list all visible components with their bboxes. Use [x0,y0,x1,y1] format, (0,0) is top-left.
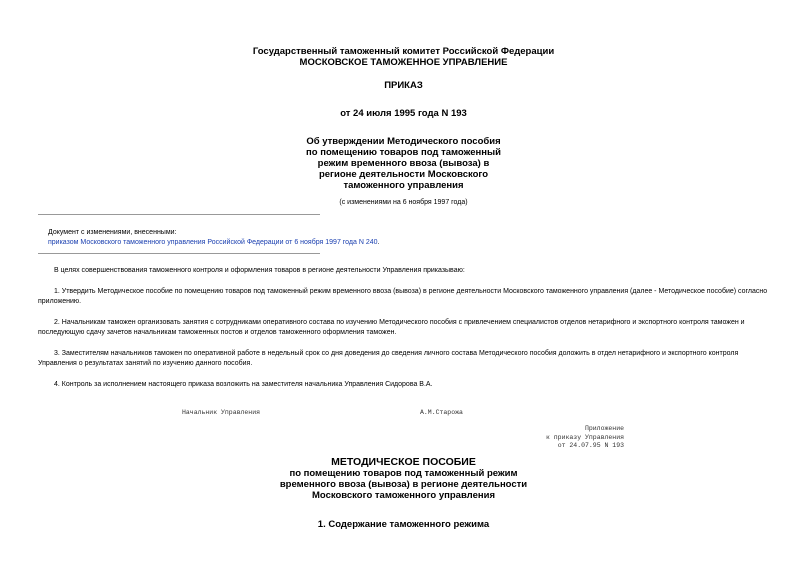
paragraph-1: 1. Утвердить Методическое пособие по помещению товаров под таможенный режим временного ввоза (вывоза) в регионе деятельности Московского таможенного управления (далее - Методическое пособие) согласно приложению. [38,288,768,305]
signature-position: Начальник Управления [182,409,261,416]
section-heading: 1. Содержание таможенного режима [317,519,490,530]
divider-bottom [38,253,320,254]
order-date-number: от 24 июля 1995 года N 193 [340,108,467,119]
committee-name: Государственный таможенный комитет Российской Федерации [252,46,555,57]
document-type: ПРИКАЗ [384,80,423,91]
appendix-line: от 24.07.95 N 193 [557,442,624,449]
signature-name: А.М.Старожа [420,409,463,416]
manual-title-line: Московского таможенного управления [311,490,495,501]
amendment-note: (с изменениями на 6 ноября 1997 года) [339,199,468,206]
paragraph-2: 2. Начальникам таможен организовать занятия с сотрудниками оперативного состава по изучению Методического пособия с привлечением специалистов отделов нетарифного и экспортного контроля таможен и последующую сдачу зачетов начальникам таможенных постов и отделов таможенного оформления таможен. [38,319,745,336]
amendment-link[interactable]: приказом Московского таможенного управления Российской Федерации от 6 ноября 1997 года N 240 [48,239,378,246]
amendments-entry [48,237,379,248]
amendments-label: Документ с изменениями, внесенными: [48,229,177,236]
order-title-line: таможенного управления [343,180,464,191]
paragraph-3: 3. Заместителям начальников таможен по оперативной работе в недельный срок со дня доведения до сведения личного состава Методического пособия доложить в отдел нетарифного и экспортного контроля Управления о результатах занятий по изучению данного пособия. [38,350,739,367]
appendix-line: к приказу Управления [545,433,624,441]
manual-heading: МЕТОДИЧЕСКОЕ ПОСОБИЕ [331,456,476,468]
order-title-line: режим временного ввоза (вывоза) в [317,158,490,169]
paragraph-preamble: В целях совершенствования таможенного контроля и оформления товаров в регионе деятельности Управления приказываю: [54,267,465,274]
order-title-line: по помещению товаров под таможенный [306,147,501,158]
appendix-reference [546,425,624,451]
amendment-link-suffix: . [377,239,380,246]
paragraph-4: 4. Контроль за исполнением настоящего приказа возложить на заместителя начальника Управления Сидорова В.А. [54,381,433,388]
department-name: МОСКОВСКОЕ ТАМОЖЕННОЕ УПРАВЛЕНИЕ [299,57,508,68]
appendix-line: Приложение [584,425,624,432]
manual-title-line: временного ввоза (вывоза) в регионе деятельности [279,479,528,490]
order-title-line: Об утверждении Методического пособия [306,136,501,147]
manual-title-line: по помещению товаров под таможенный режим [289,468,518,479]
divider-top [38,214,320,215]
order-title-line: регионе деятельности Московского [318,169,489,180]
